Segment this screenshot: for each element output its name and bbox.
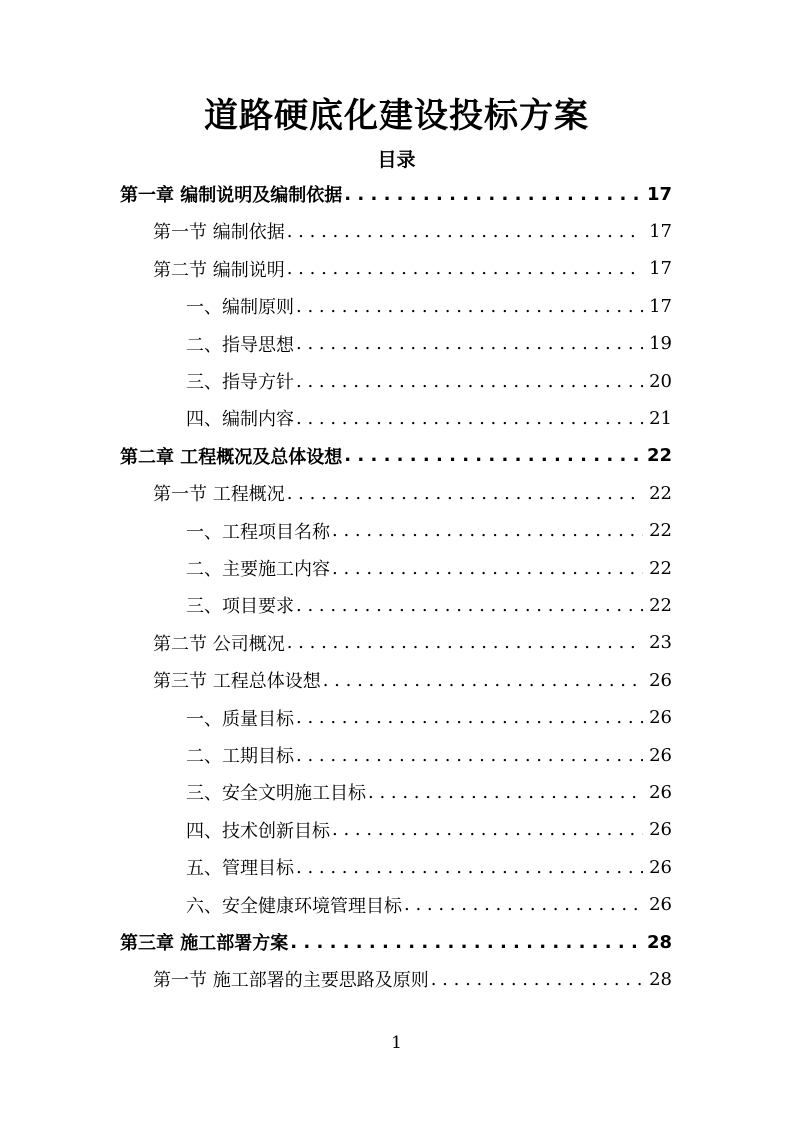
toc-page-number: 17 [649, 220, 672, 242]
toc-subsection-entry[interactable] [0, 742, 793, 768]
toc-page-number: 20 [649, 370, 672, 392]
toc-dot-leader [431, 969, 643, 990]
toc-subsection-entry[interactable] [0, 705, 793, 731]
toc-dot-leader [287, 258, 643, 279]
toc-page-number: 22 [649, 594, 672, 616]
toc-entry-title: 三、安全文明施工目标 [186, 783, 366, 805]
toc-page-container [649, 969, 793, 990]
toc-subsection-entry[interactable] [0, 331, 793, 357]
toc-subsection-entry[interactable] [0, 293, 793, 319]
toc-subsection-entry[interactable] [0, 518, 793, 544]
toc-page-container [649, 333, 793, 354]
toc-page-container [649, 819, 793, 840]
toc-entry-title: 二、主要施工内容 [186, 559, 330, 580]
toc-page-container [649, 707, 793, 728]
toc-entry-title: 第三章 施工部署方案 [120, 933, 289, 954]
toc-section-entry[interactable] [0, 630, 793, 656]
toc-page-container [649, 857, 793, 878]
toc-page-number: 26 [649, 894, 672, 916]
toc-dot-leader [296, 371, 643, 392]
toc-chapter-entry[interactable] [0, 181, 793, 207]
toc-page-container [649, 221, 793, 242]
toc-entry-title: 第二节 公司概况 [153, 633, 285, 655]
toc-page-number: 26 [649, 819, 672, 841]
toc-entry-title: 第一节 编制依据 [153, 222, 285, 244]
toc-page-number: 28 [649, 968, 672, 990]
toc-page-container [649, 258, 793, 279]
toc-section-entry[interactable] [0, 218, 793, 244]
toc-entry-title: 五、管理目标 [186, 858, 294, 880]
toc-page-number: 17 [649, 258, 672, 280]
toc-dot-leader [368, 782, 643, 803]
toc-entry-title: 第二章 工程概况及总体设想 [120, 446, 343, 468]
toc-dot-leader [287, 483, 643, 504]
toc-dot-leader [332, 558, 643, 579]
toc-entry-title: 一、编制原则 [186, 297, 294, 319]
toc-page-number: 19 [649, 333, 672, 355]
toc-dot-leader [296, 745, 643, 766]
toc-page-container [649, 632, 793, 653]
toc-page-number: 21 [649, 407, 672, 429]
toc-page-number: 17 [646, 183, 672, 205]
toc-entry-title: 二、工期目标 [186, 746, 294, 767]
toc-page-number: 22 [649, 520, 672, 542]
toc-dot-leader [296, 595, 643, 616]
toc-dot-leader [332, 819, 643, 840]
toc-dot-leader [296, 408, 643, 429]
toc-dot-leader [296, 707, 643, 728]
toc-dot-leader [344, 445, 641, 466]
toc-subsection-entry[interactable] [0, 405, 793, 431]
toc-entry-title: 二、指导思想 [186, 334, 294, 356]
toc-entry-title: 第三节 工程总体设想 [153, 671, 321, 693]
toc-page-container [647, 932, 793, 953]
toc-section-entry[interactable] [0, 480, 793, 506]
toc-page-container [649, 595, 793, 616]
toc-dot-leader [296, 857, 643, 878]
toc-page-container [649, 558, 793, 579]
toc-page-container [649, 745, 793, 766]
page-number: 1 [391, 1033, 402, 1053]
toc-entry-title: 第一章 编制说明及编制依据 [120, 185, 343, 206]
toc-page-number: 26 [649, 744, 672, 766]
toc-subsection-entry[interactable] [0, 555, 793, 581]
toc-subsection-entry[interactable] [0, 592, 793, 618]
toc-page-container [647, 184, 793, 205]
toc-entry-title: 三、指导方针 [186, 372, 294, 393]
toc-chapter-entry[interactable] [0, 443, 793, 469]
toc-page-container [649, 782, 793, 803]
toc-dot-leader [287, 632, 643, 653]
toc-heading: 目录 [377, 149, 416, 171]
toc-page-container [649, 894, 793, 915]
toc-page-container [649, 296, 793, 317]
toc-page-number: 26 [649, 856, 672, 878]
toc-page-number: 26 [649, 707, 672, 729]
toc-page-container [649, 408, 793, 429]
toc-entry-title: 第一节 工程概况 [153, 484, 285, 506]
toc-page-number: 23 [649, 632, 672, 654]
toc-entry-title: 三、项目要求 [186, 596, 294, 618]
toc-page-container [649, 483, 793, 504]
toc-entry-title: 第一节 施工部署的主要思路及原则 [153, 970, 429, 992]
toc-entry-title: 六、安全健康环境管理目标 [186, 895, 402, 917]
toc-dot-leader [404, 894, 643, 915]
toc-dot-leader [296, 333, 643, 354]
toc-page-container [647, 445, 793, 466]
toc-page-number: 26 [649, 781, 672, 803]
toc-page-number: 28 [646, 931, 672, 953]
toc-page-container [649, 371, 793, 392]
toc-dot-leader [323, 670, 643, 691]
toc-page-number: 22 [649, 482, 672, 504]
toc-entry-title: 四、技术创新目标 [186, 820, 330, 842]
toc-entry-title: 一、工程项目名称 [186, 521, 330, 543]
toc-subsection-entry[interactable] [0, 779, 793, 805]
toc-dot-leader [290, 932, 641, 953]
toc-entry-title: 四、编制内容 [186, 409, 294, 431]
toc-page-container [649, 520, 793, 541]
toc-subsection-entry[interactable] [0, 854, 793, 880]
toc-entry-title: 第二节 编制说明 [153, 259, 285, 281]
toc-section-entry[interactable] [0, 966, 793, 992]
toc-chapter-entry[interactable] [0, 929, 793, 955]
toc-page-number: 26 [649, 669, 672, 691]
toc-page-container [649, 670, 793, 691]
toc-subsection-entry[interactable] [0, 892, 793, 918]
toc-subsection-entry[interactable] [0, 368, 793, 394]
toc-page-number: 17 [649, 295, 672, 317]
document-title: 道路硬底化建设投标方案 [204, 96, 589, 136]
toc-section-entry[interactable] [0, 256, 793, 282]
toc-subsection-entry[interactable] [0, 817, 793, 843]
toc-page-number: 22 [646, 445, 672, 467]
toc-dot-leader [287, 221, 643, 242]
toc-section-entry[interactable] [0, 667, 793, 693]
toc-dot-leader [344, 184, 641, 205]
toc-dot-leader [296, 296, 643, 317]
toc-entry-title: 一、质量目标 [186, 708, 294, 730]
toc-dot-leader [332, 520, 643, 541]
toc-page-number: 22 [649, 557, 672, 579]
